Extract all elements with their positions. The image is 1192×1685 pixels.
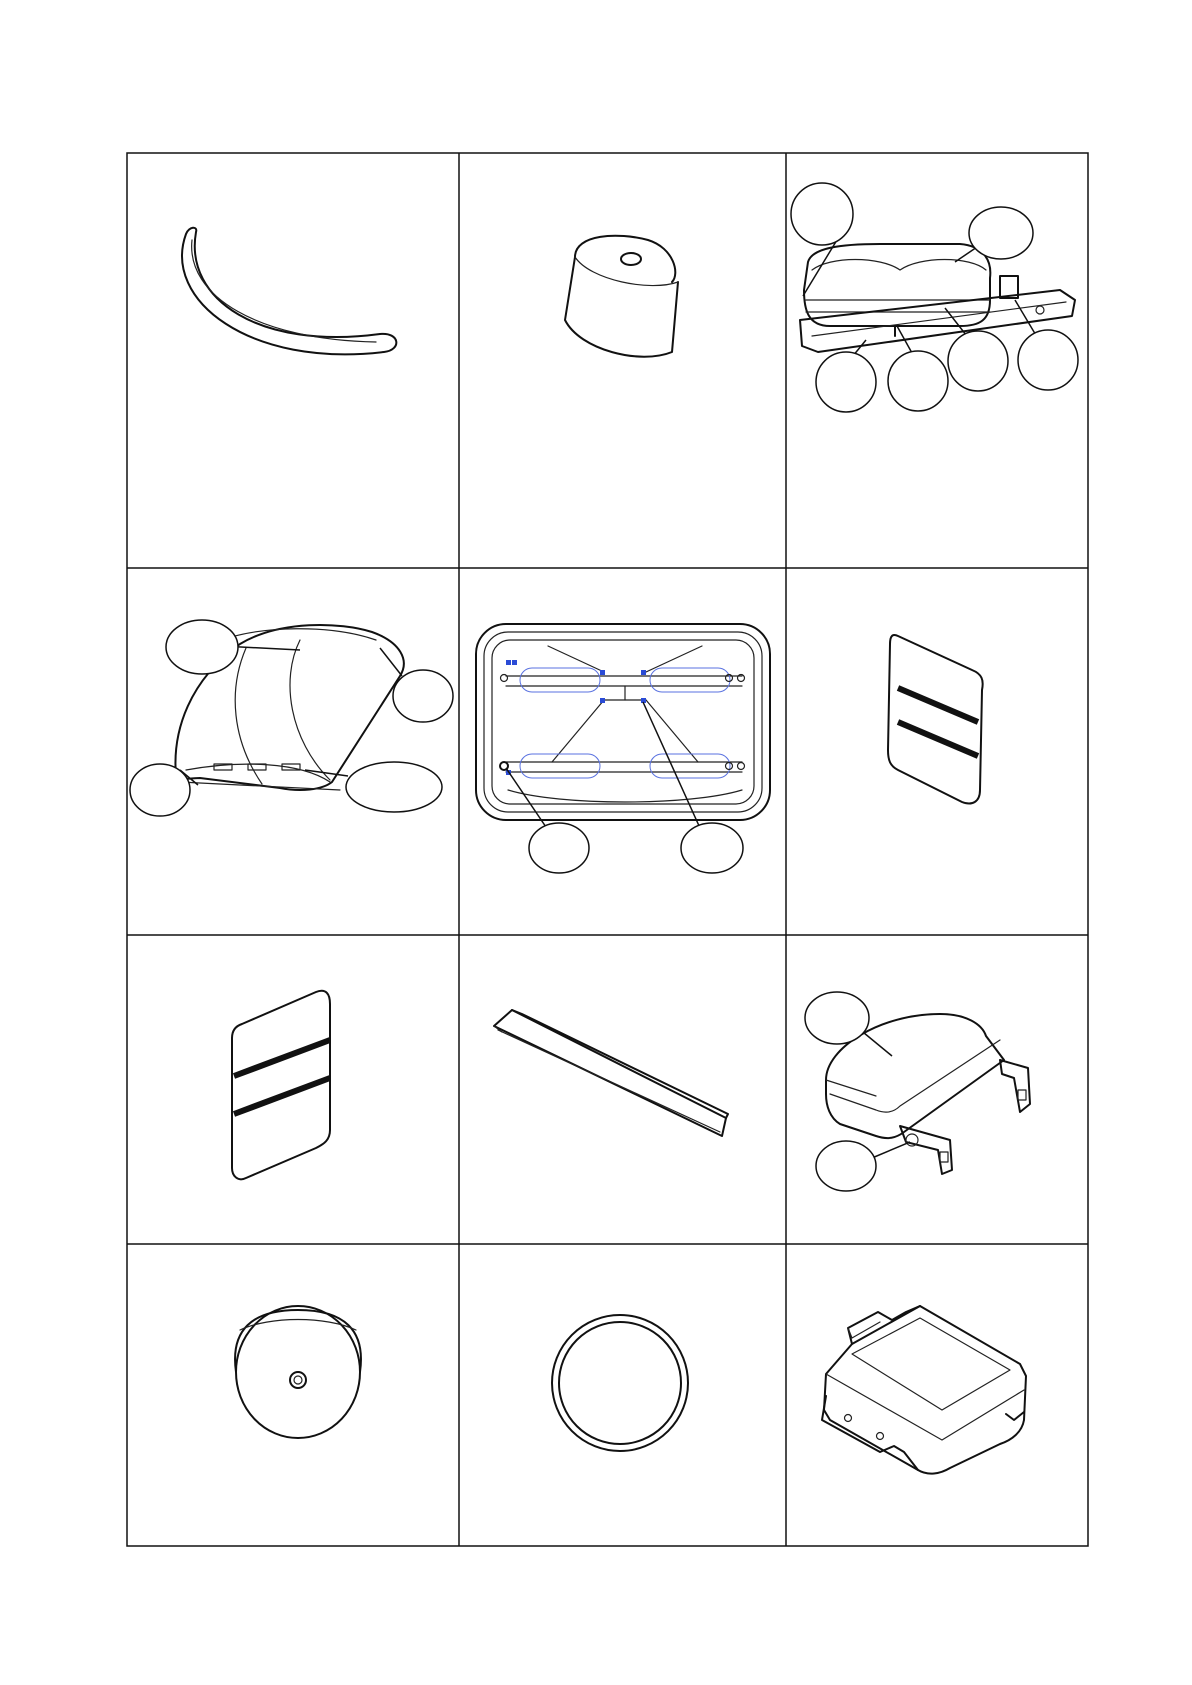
part-cooking-grate — [232, 991, 330, 1180]
callout-4 — [305, 762, 442, 812]
callout-5 — [945, 308, 1008, 391]
callout-3 — [130, 764, 198, 816]
grid-border — [127, 153, 1088, 1546]
callout-2 — [380, 648, 453, 722]
part-round-cap — [235, 1306, 361, 1438]
parts-grid — [127, 153, 1088, 1546]
callout-6 — [1015, 300, 1078, 390]
part-tapered-knob — [565, 236, 678, 357]
part-angle-rail — [494, 1010, 728, 1136]
part-base-frame-top-view — [476, 624, 770, 873]
callout-2 — [816, 1141, 910, 1191]
part-side-shelf — [805, 992, 1030, 1191]
part-ring-gasket — [552, 1315, 688, 1451]
callout-1 — [791, 183, 853, 296]
callout-1 — [805, 992, 892, 1056]
callout-2 — [955, 207, 1033, 262]
part-grill-body-assembly — [791, 183, 1078, 412]
callout-2 — [643, 702, 743, 873]
part-lid-dome — [130, 620, 453, 816]
part-curved-handle — [182, 228, 396, 355]
part-drip-tray — [822, 1306, 1026, 1474]
part-cooking-grate — [888, 635, 983, 804]
